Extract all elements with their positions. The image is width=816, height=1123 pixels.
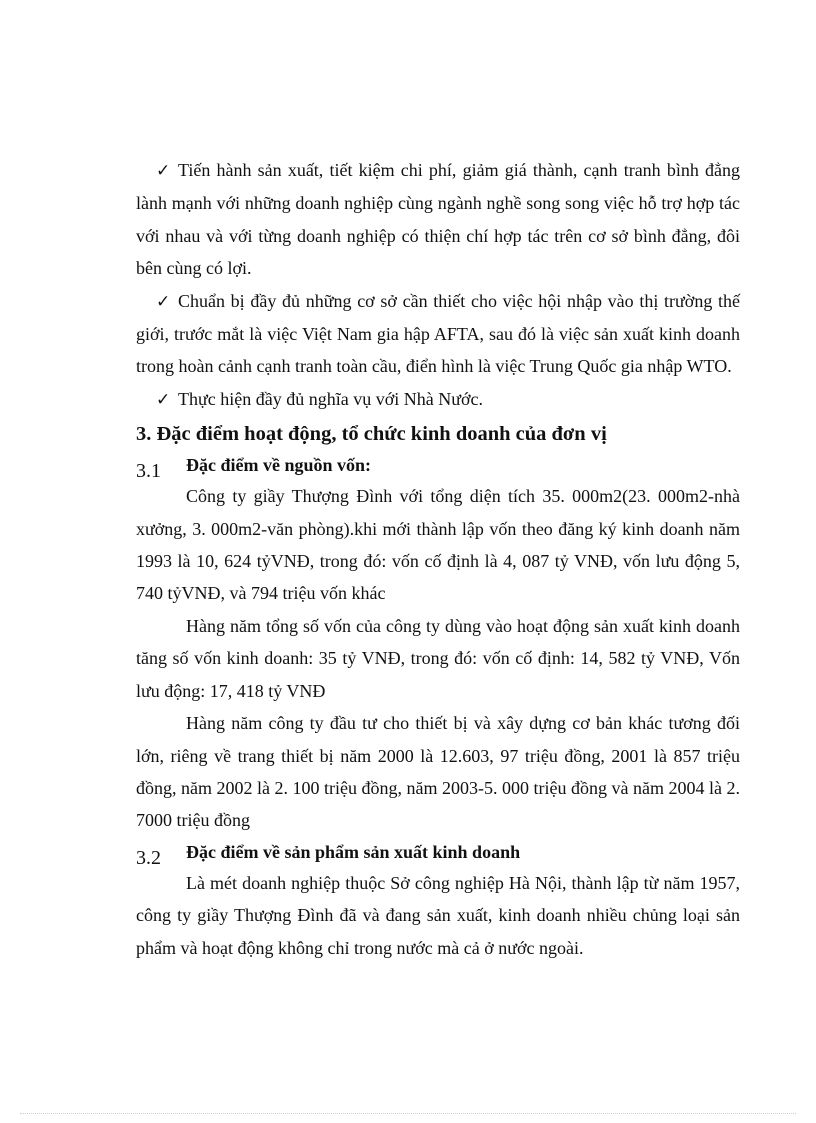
subsection-title: Đặc điểm về sản phẩm sản xuất kinh doanh — [186, 841, 521, 862]
bullet-item — [136, 383, 740, 416]
bullet-text: Chuẩn bị đầy đủ những cơ sở cần thiết cho việc hội nhập vào thị trường thế giới, trước mắt là việc Việt Nam gia hập AFTA, sau đó là việc sản xuất kinh doanh trong hoàn cảnh cạnh tranh toàn cầu, điển hình là việc Trung Quốc gia nhập WTO. — [136, 290, 740, 377]
page-body — [136, 154, 740, 964]
paragraph: Công ty giầy Thượng Đình với tổng diện tích 35. 000m2(23. 000m2-nhà xưởng, 3. 000m2-văn phòng).khi mới thành lập vốn theo đăng ký kinh doanh năm 1993 là 10, 624 tỷVNĐ, trong đó: vốn cố định là 4, 087 tỷ VNĐ, vốn lưu động 5, 740 tỷVNĐ, và 794 triệu vốn khác — [136, 486, 740, 604]
section-heading: 3. Đặc điểm hoạt động, tổ chức kinh doanh của đơn vị — [136, 423, 607, 446]
subsection-heading-3-1 — [136, 450, 740, 483]
subsection-heading-3-2 — [136, 837, 740, 867]
bullet-text: Thực hiện đầy đủ nghĩa vụ với Nhà Nước. — [178, 388, 483, 409]
bullet-item — [136, 285, 740, 383]
paragraph: Là mét doanh nghiệp thuộc Sở công nghiệp Hà Nội, thành lập từ năm 1957, công ty giầy Thượng Đình đã và đang sản xuất, kinh doanh nhiều chủng loại sản phẩm và hoạt động không chỉ trong nước mà cả ở nước ngoài. — [136, 872, 740, 958]
check-icon: ✓ — [156, 291, 171, 312]
bullet-text: Tiến hành sản xuất, tiết kiệm chi phí, giảm giá thành, cạnh tranh bình đẳng lành mạnh với những doanh nghiệp cùng ngành nghề song song việc hỗ trợ hợp tác với nhau và với từng doanh nghiệp có thiện chí hợp tác trên cơ sở bình đẳng, đôi bên cùng có lợi. — [136, 160, 740, 279]
subsection-number: 3.2 — [136, 846, 161, 869]
subsection-title: Đặc điểm về nguồn vốn: — [186, 455, 372, 476]
bullet-item — [136, 154, 740, 285]
paragraph: Hàng năm công ty đầu tư cho thiết bị và xây dựng cơ bản khác tương đối lớn, riêng về trang thiết bị năm 2000 là 12.603, 97 triệu đồng, 2001 là 857 triệu đồng, năm 2002 là 2. 100 triệu đồng, năm 2003-5. 000 triệu đồng và năm 2004 là 2. 7000 triệu đồng — [136, 713, 740, 831]
check-icon: ✓ — [156, 389, 171, 410]
check-icon: ✓ — [156, 161, 171, 181]
page-footer-divider — [20, 1113, 796, 1114]
paragraph: Hàng năm tổng số vốn của công ty dùng vào hoạt động sản xuất kinh doanh tăng số vốn kinh doanh: 35 tỷ VNĐ, trong đó: vốn cố định: 14, 582 tỷ VNĐ, Vốn lưu động: 17, 418 tỷ VNĐ — [136, 615, 740, 701]
subsection-number: 3.1 — [136, 460, 161, 483]
